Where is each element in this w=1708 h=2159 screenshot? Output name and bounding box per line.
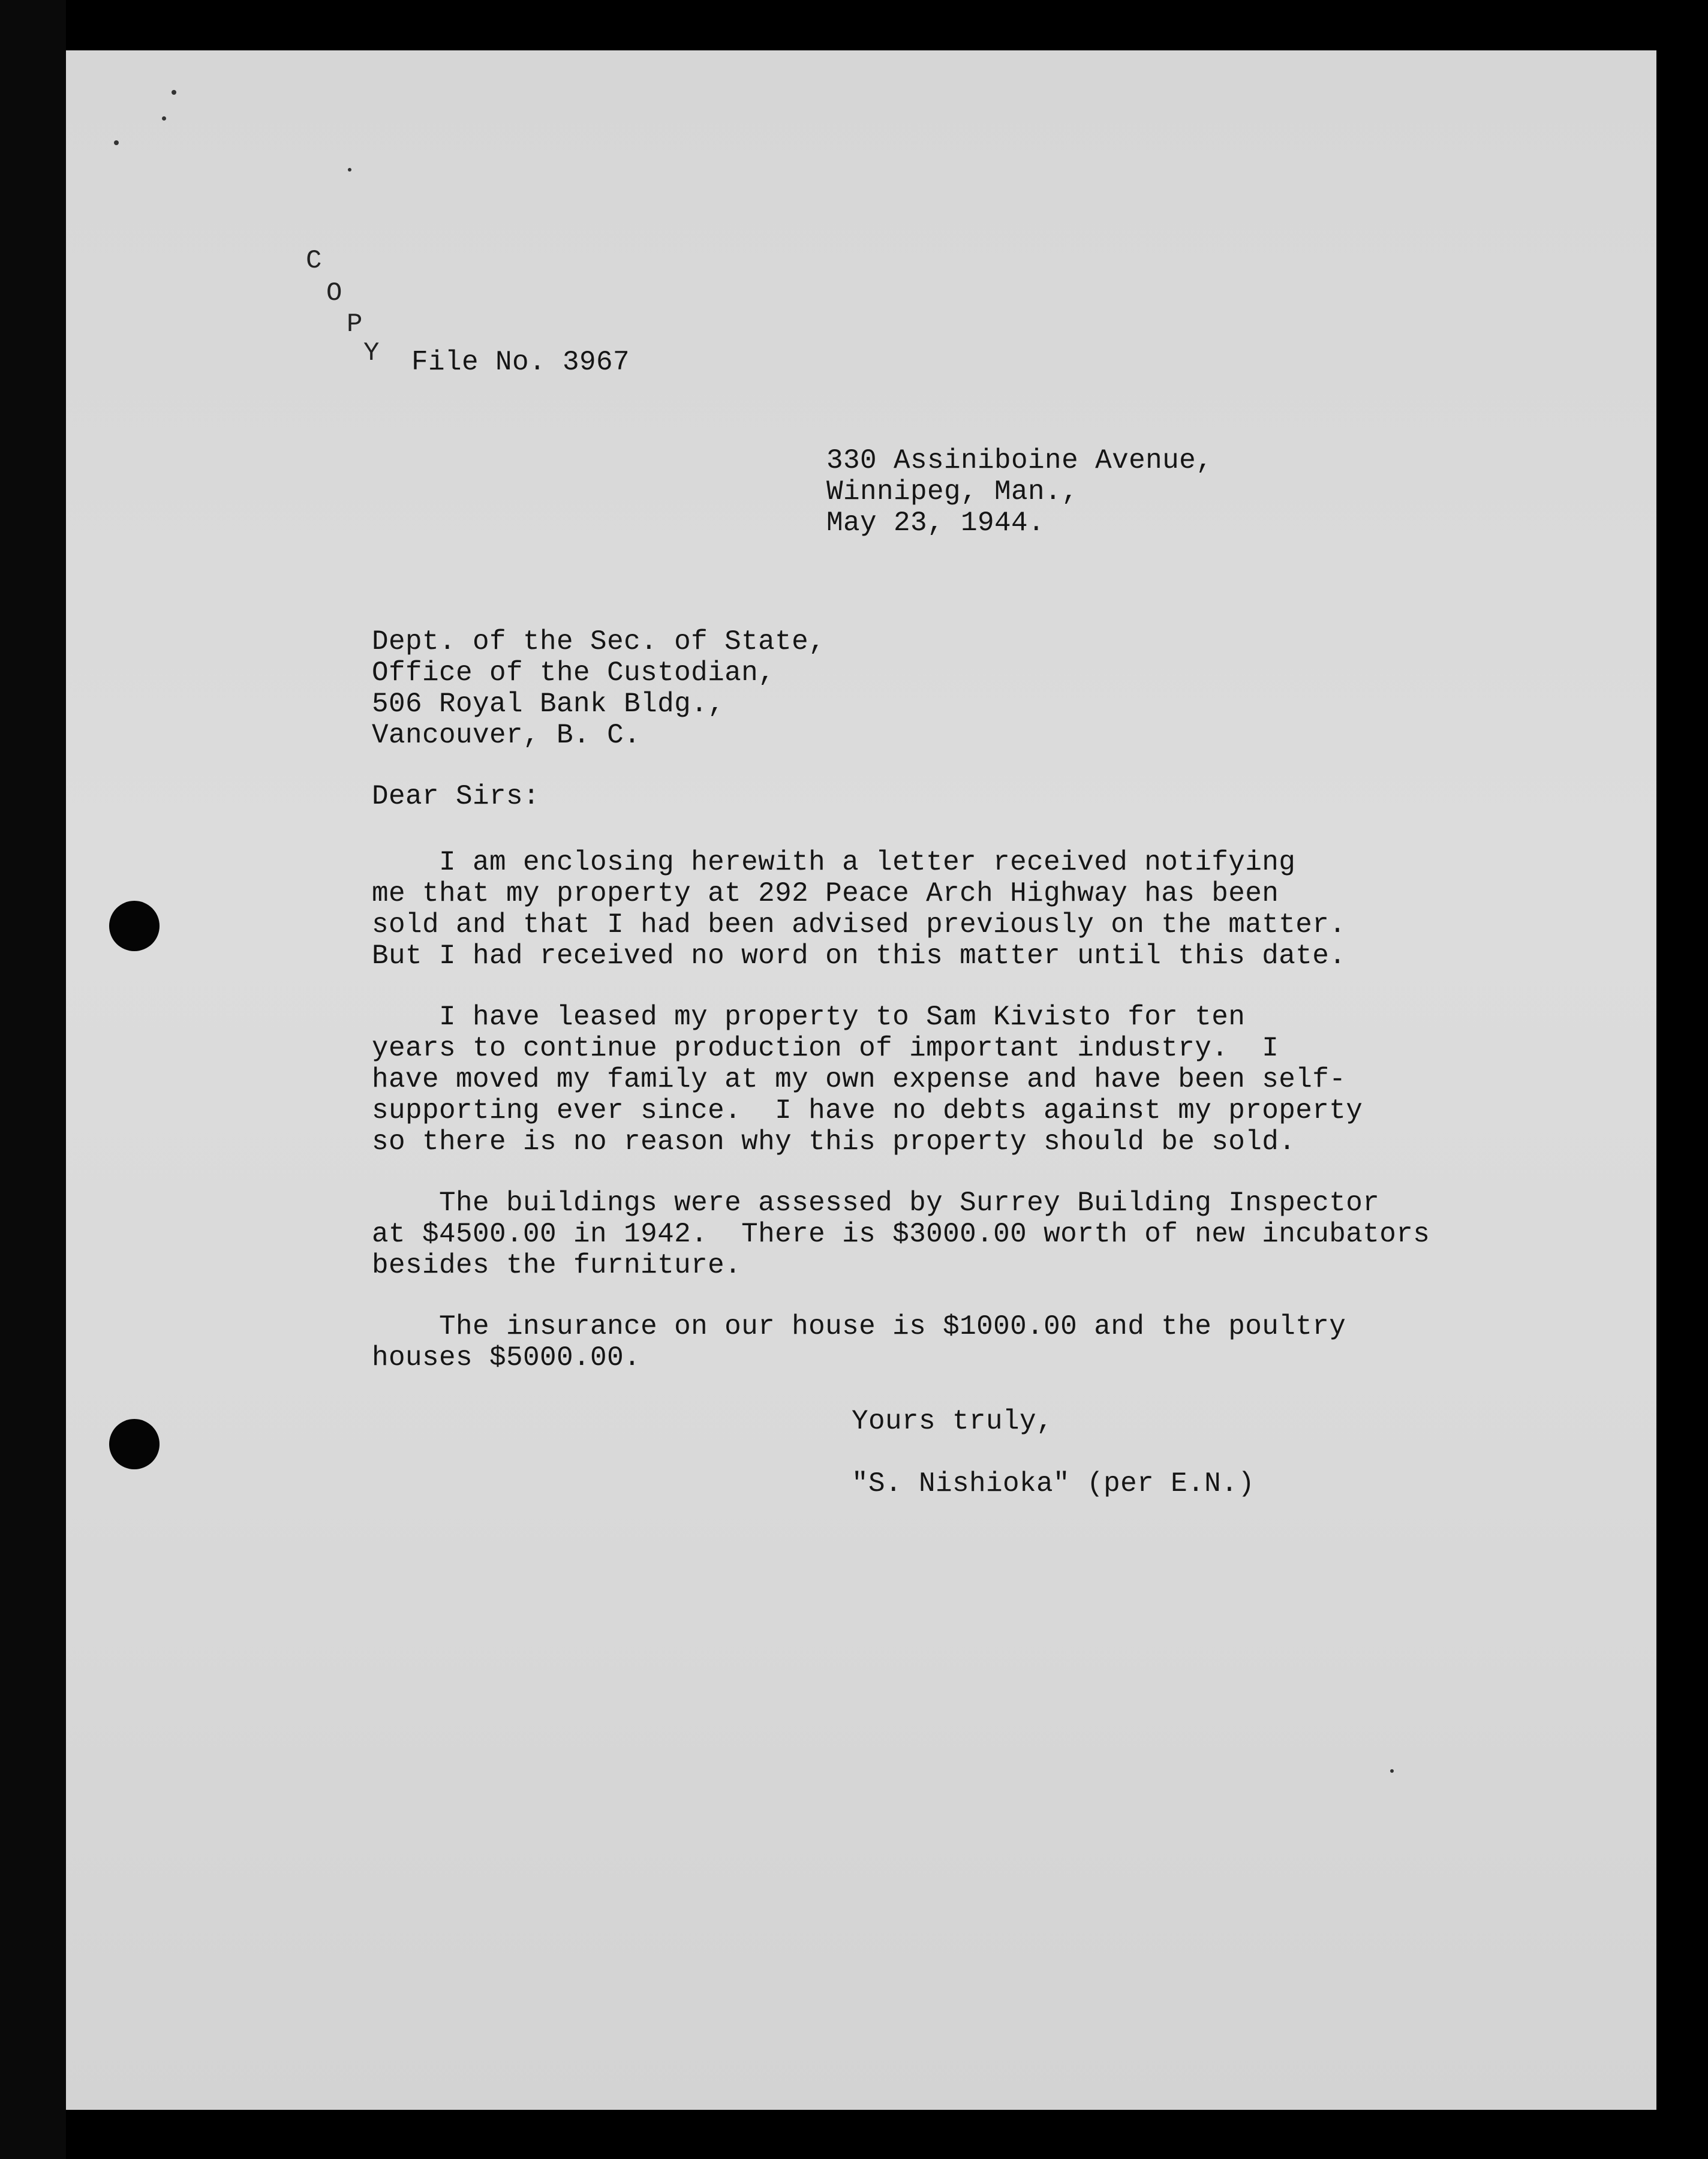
copy-stamp-letter: Y: [363, 338, 380, 368]
body-line: sold and that I had been advised previously on the matter.: [372, 909, 1346, 940]
body-line: at $4500.00 in 1942. There is $3000.00 worth of new incubators: [372, 1219, 1430, 1250]
body-line: The insurance on our house is $1000.00 and the poultry: [372, 1311, 1346, 1342]
body-line: so there is no reason why this property should be sold.: [372, 1126, 1296, 1157]
body-line: besides the furniture.: [372, 1250, 742, 1281]
sender-address-line: 330 Assiniboine Avenue,: [826, 445, 1213, 476]
punch-hole-top: [109, 901, 160, 951]
closing: Yours truly,: [852, 1406, 1054, 1437]
copy-stamp-letter: C: [306, 246, 322, 276]
recipient-address-line: Vancouver, B. C.: [372, 720, 641, 751]
recipient-address-line: Dept. of the Sec. of State,: [372, 626, 826, 657]
body-line: But I had received no word on this matter until this date.: [372, 940, 1346, 972]
scan-mark: [172, 90, 176, 95]
copy-stamp-letter: P: [347, 309, 363, 339]
scan-mark: [162, 116, 166, 121]
file-number: File No. 3967: [411, 347, 630, 378]
body-line: me that my property at 292 Peace Arch Highway has been: [372, 878, 1279, 909]
scan-mark: [348, 168, 351, 172]
sender-address-line: Winnipeg, Man.,: [826, 476, 1079, 507]
letter-page: [66, 50, 1656, 2110]
recipient-address-line: Office of the Custodian,: [372, 657, 775, 688]
sender-address-line: May 23, 1944.: [826, 507, 1045, 539]
scan-mark: [114, 140, 119, 145]
body-line: houses $5000.00.: [372, 1342, 641, 1373]
body-line: supporting ever since. I have no debts against my property: [372, 1095, 1363, 1126]
punch-hole-bottom: [109, 1419, 160, 1469]
salutation: Dear Sirs:: [372, 781, 540, 812]
body-line: I have leased my property to Sam Kivisto for ten: [372, 1002, 1246, 1033]
scan-border-left: [0, 0, 66, 2159]
recipient-address-line: 506 Royal Bank Bldg.,: [372, 688, 725, 720]
body-line: The buildings were assessed by Surrey Building Inspector: [372, 1187, 1380, 1219]
signature: "S. Nishioka" (per E.N.): [852, 1468, 1255, 1499]
body-line: years to continue production of important industry. I: [372, 1033, 1279, 1064]
body-line: have moved my family at my own expense and have been self-: [372, 1064, 1346, 1095]
copy-stamp-letter: O: [326, 278, 342, 308]
body-line: I am enclosing herewith a letter received notifying: [372, 847, 1296, 878]
scan-mark: [1390, 1769, 1394, 1773]
